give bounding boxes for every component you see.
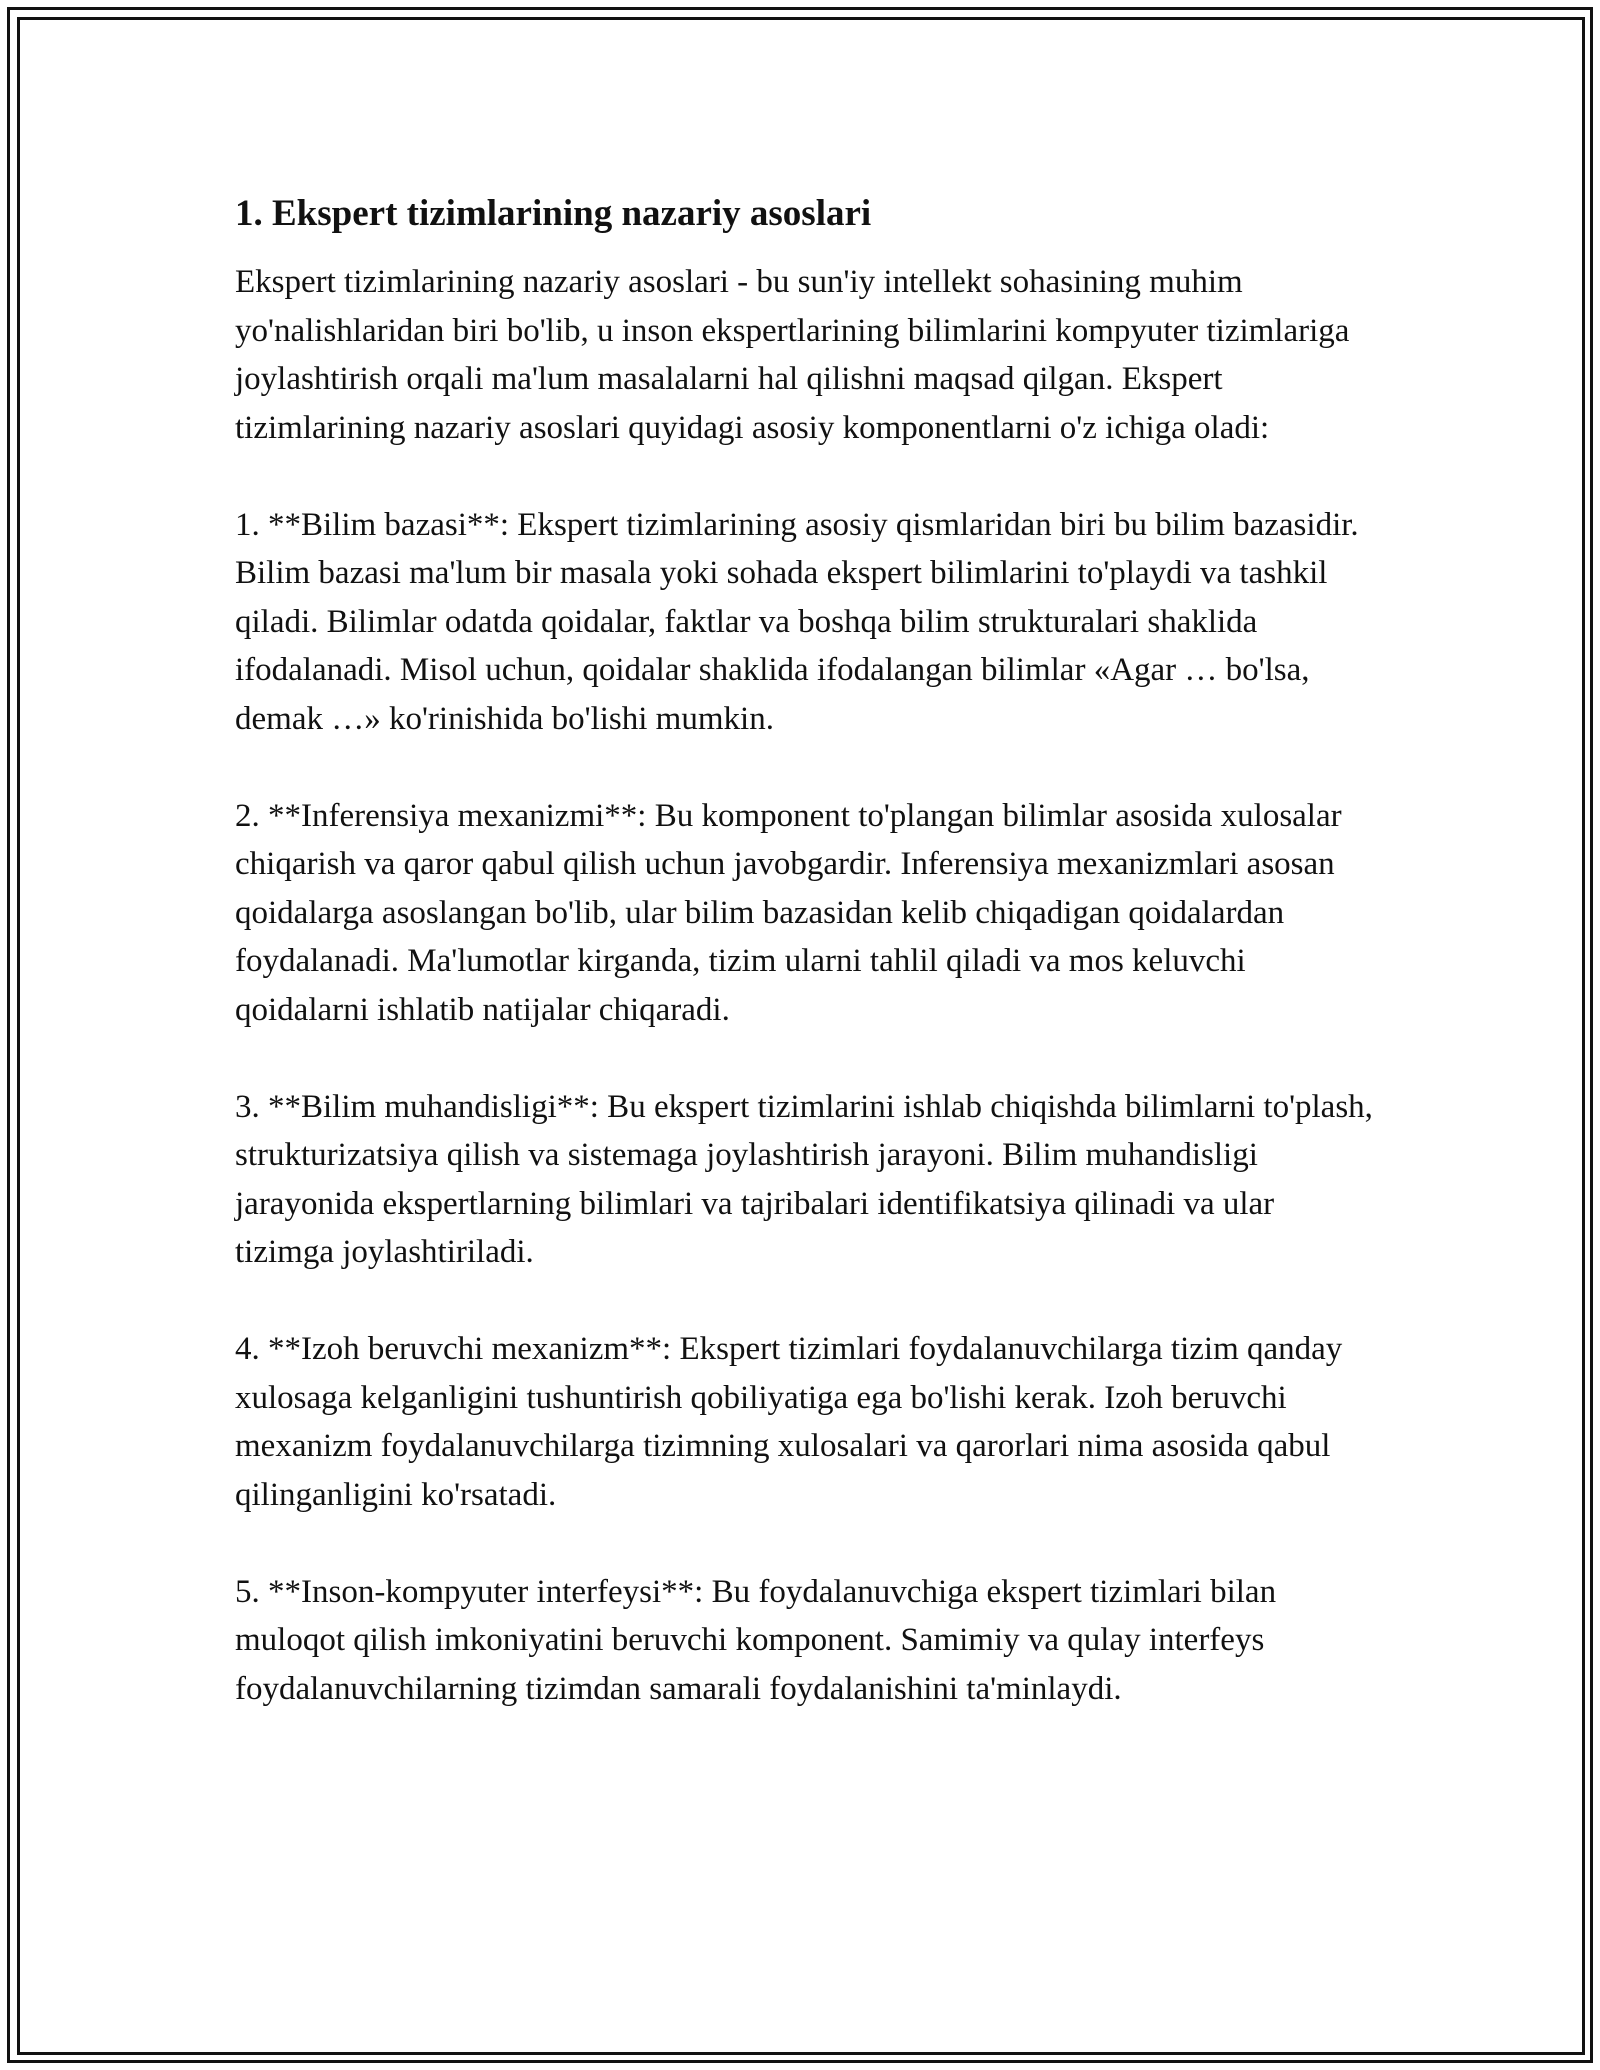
section-heading: 1. Ekspert tizimlarining nazariy asoslari	[235, 193, 872, 234]
list-item-izoh-beruvchi-mexanizm: 4. **Izoh beruvchi mexanizm**: Ekspert tizimlari foydalanuvchilarga tizim qanday xulosaga kelganligini tushuntirish qobiliyatiga ega bo'lishi kerak. Izoh beruvchi mexanizm foydalanuvchilarga tizimning xulosalari va qarorlari nima asosida qabul qilinganligini ko'rsatadi.	[235, 1331, 1343, 1513]
list-item-bilim-bazasi: 1. **Bilim bazasi**: Ekspert tizimlarining asosiy qismlaridan biri bu bilim bazasidir. Bilim bazasi ma'lum bir masala yoki sohada ekspert bilimlarini to'playdi va tashkil qiladi. Bilimlar odatda qoidalar, faktlar va boshqa bilim strukturalari shaklida ifodalanadi. Misol uchun, qoidalar shaklida ifodalangan bilimlar «Agar … bo'lsa, demak …» ko'rinishida bo'lishi mumkin.	[235, 506, 1359, 737]
intro-paragraph: Ekspert tizimlarining nazariy asoslari - bu sun'iy intellekt sohasining muhim yo'nalishlaridan biri bo'lib, u inson ekspertlarining bilimlarini kompyuter tizimlariga joylashtirish orqali ma'lum masalalarni hal qilishni maqsad qilgan. Ekspert tizimlarining nazariy asoslari quyidagi asosiy komponentlarni o'z ichiga oladi:	[235, 264, 1350, 446]
list-item-bilim-muhandisligi: 3. **Bilim muhandisligi**: Bu ekspert tizimlarini ishlab chiqishda bilimlarni to'plash, strukturizatsiya qilish va sistemaga joylashtirish jarayoni. Bilim muhandisligi jarayonida ekspertlarning bilimlari va tajribalari identifikatsiya qilinadi va ular tizimga joylashtiriladi.	[235, 1088, 1373, 1270]
document-body	[235, 190, 1375, 1713]
list-item-inferensiya-mexanizmi: 2. **Inferensiya mexanizmi**: Bu komponent to'plangan bilimlar asosida xulosalar chiqarish va qaror qabul qilish uchun javobgardir. Inferensiya mexanizmlari asosan qoidalarga asoslangan bo'lib, ular bilim bazasidan kelib chiqadigan qoidalardan foydalanadi. Ma'lumotlar kirganda, tizim ularni tahlil qiladi va mos keluvchi qoidalarni ishlatib natijalar chiqaradi.	[235, 797, 1342, 1028]
list-item-inson-kompyuter-interfeysi: 5. **Inson-kompyuter interfeysi**: Bu foydalanuvchiga ekspert tizimlari bilan muloqot qilish imkoniyatini beruvchi komponent. Samimiy va qulay interfeys foydalanuvchilarning tizimdan samarali foydalanishini ta'minlaydi.	[235, 1573, 1277, 1707]
